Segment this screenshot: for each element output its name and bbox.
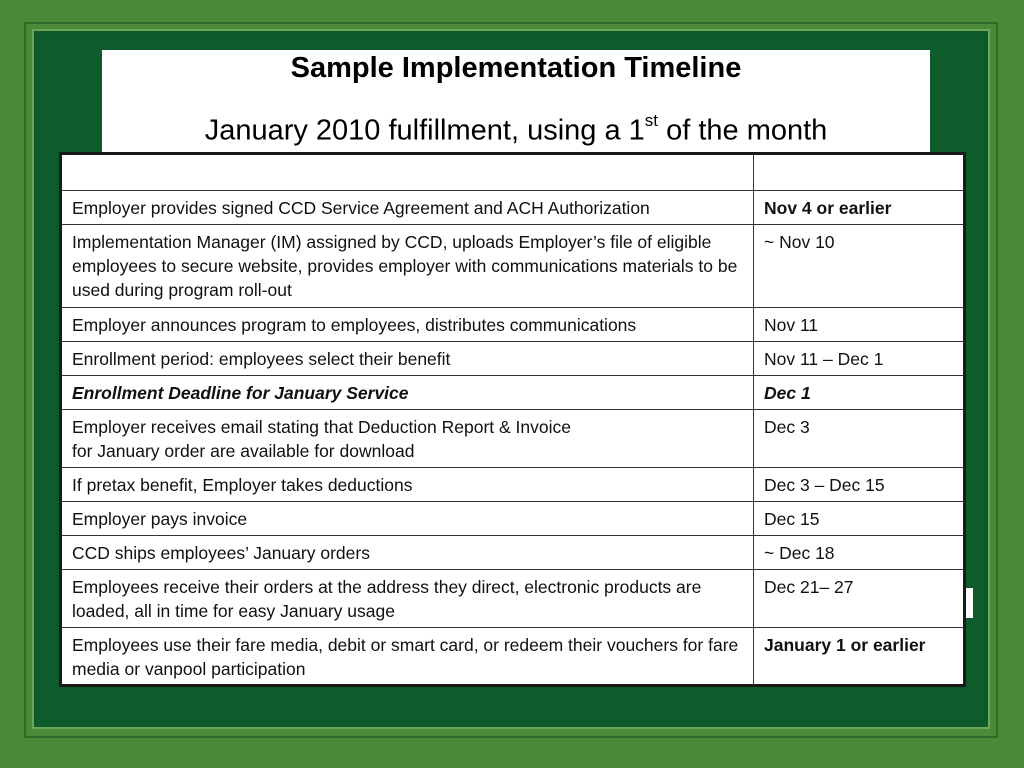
table-row <box>61 502 965 536</box>
task-cell: Employees receive their orders at the address they direct, electronic products are loaded, all in time for easy January usage <box>61 570 754 628</box>
date-cell: ~ Dec 18 <box>754 536 965 570</box>
slide-subtitle <box>102 106 930 149</box>
slide-title: Sample Implementation Timeline <box>290 52 742 84</box>
date-cell: Dec 3 – Dec 15 <box>754 468 965 502</box>
task-cell: Implementation Manager (IM) assigned by CCD, uploads Employer’s file of eligible employees to secure website, provides employer with communications materials to be used during program roll-out <box>61 225 754 308</box>
table-row <box>61 342 965 376</box>
date-cell: Nov 11 <box>754 308 965 342</box>
task-cell: CCD ships employees’ January orders <box>61 536 754 570</box>
date-cell: Dec 15 <box>754 502 965 536</box>
subtitle-superscript: st <box>644 111 659 130</box>
task-cell: Enrollment Deadline for January Service <box>61 376 754 410</box>
table-row <box>61 225 965 308</box>
table-row <box>61 536 965 570</box>
decorative-bar <box>965 588 973 618</box>
table-row <box>61 570 965 628</box>
table-row <box>61 308 965 342</box>
task-cell <box>61 410 754 468</box>
date-cell: ~ Nov 10 <box>754 225 965 308</box>
date-cell: Nov 11 – Dec 1 <box>754 342 965 376</box>
task-cell: Employer pays invoice <box>61 502 754 536</box>
task-cell: Employer announces program to employees, distributes communications <box>61 308 754 342</box>
table-row <box>61 410 965 468</box>
task-line: for January order are available for download <box>72 441 415 461</box>
date-cell: Nov 4 or earlier <box>754 191 965 225</box>
header-date-cell <box>754 154 965 191</box>
date-cell: Dec 21– 27 <box>754 570 965 628</box>
date-cell: January 1 or earlier <box>754 628 965 686</box>
subtitle-text-end: of the month <box>658 114 828 147</box>
table-header-row <box>61 154 965 191</box>
table-row <box>61 628 965 686</box>
task-line: Employer receives email stating that Deduction Report & Invoice <box>72 417 571 437</box>
date-cell: Dec 3 <box>754 410 965 468</box>
task-cell: If pretax benefit, Employer takes deductions <box>61 468 754 502</box>
header-task-cell <box>61 154 754 191</box>
task-cell: Enrollment period: employees select their benefit <box>61 342 754 376</box>
subtitle-text: January 2010 fulfillment, using a 1 <box>204 114 645 147</box>
date-cell: Dec 1 <box>754 376 965 410</box>
timeline-table <box>59 152 966 687</box>
table-row <box>61 376 965 410</box>
table-row <box>61 468 965 502</box>
task-cell: Employees use their fare media, debit or smart card, or redeem their vouchers for fare media or vanpool participation <box>61 628 754 686</box>
task-cell: Employer provides signed CCD Service Agreement and ACH Authorization <box>61 191 754 225</box>
table-row <box>61 191 965 225</box>
